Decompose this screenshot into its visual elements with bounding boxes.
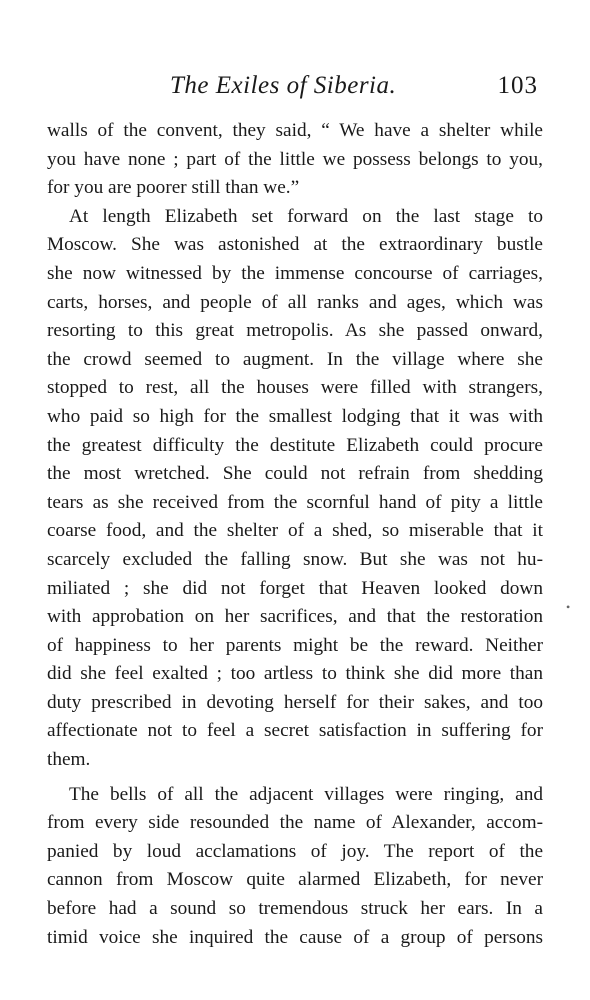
text-line: the most wretched. She could not refrain from shedding [47,463,543,485]
text-line: timid voice she inquired the cause of a group of persons [47,926,543,948]
text-line: scarcely excluded the falling snow. But she was not hu- [47,548,543,570]
text-line: stopped to rest, all the houses were filled with strangers, [47,377,543,399]
text-line: from every side resounded the name of Alexander, accom- [47,812,543,834]
paragraph [47,781,543,953]
text-line: who paid so high for the smallest lodging that it was with [47,405,543,427]
text-line: she now witnessed by the immense concourse of carriages, [47,262,543,284]
text-line: Moscow. She was astonished at the extraordinary bustle [47,234,543,256]
text-line: them. [47,749,91,771]
text-line: cannon from Moscow quite alarmed Elizabeth, for never [47,869,543,891]
page-header [0,72,590,112]
text-line: The bells of all the adjacent villages were ringing, and [69,783,543,805]
margin-speck: • [566,600,571,614]
text-line: for you are poorer still than we.” [47,177,300,199]
text-line: walls of the convent, they said, “ We have a shelter while [47,120,543,141]
text-line: coarse food, and the shelter of a shed, so miserable that it [47,520,543,542]
text-line: before had a sound so tremendous struck her ears. In a [47,898,543,920]
text-line: did she feel exalted ; too artless to think she did more than [47,663,543,685]
text-line: miliated ; she did not forget that Heaven looked down [47,577,543,599]
text-line: tears as she received from the scornful hand of pity a little [47,491,543,513]
text-line: panied by loud acclamations of joy. The report of the [47,840,543,862]
text-line: duty prescribed in devoting herself for their sakes, and too [47,691,543,713]
running-title: The Exiles of Siberia. [170,72,397,99]
text-line: resorting to this great metropolis. As she passed onward, [47,320,543,342]
text-line: with approbation on her sacrifices, and that the restoration [47,606,543,628]
page-number: 103 [497,72,538,99]
text-line: affectionate not to feel a secret satisfaction in suffering for [47,720,543,742]
body-text [47,117,543,952]
paragraph [47,203,543,775]
text-line: you have none ; part of the little we possess belongs to you, [47,148,543,170]
text-line: of happiness to her parents might be the reward. Neither [47,634,543,656]
text-line: the crowd seemed to augment. In the village where she [47,348,543,370]
paragraph [47,117,543,203]
text-line: At length Elizabeth set forward on the last stage to [69,205,543,227]
text-line: the greatest difficulty the destitute Elizabeth could procure [47,434,543,456]
text-line: carts, horses, and people of all ranks and ages, which was [47,291,543,313]
